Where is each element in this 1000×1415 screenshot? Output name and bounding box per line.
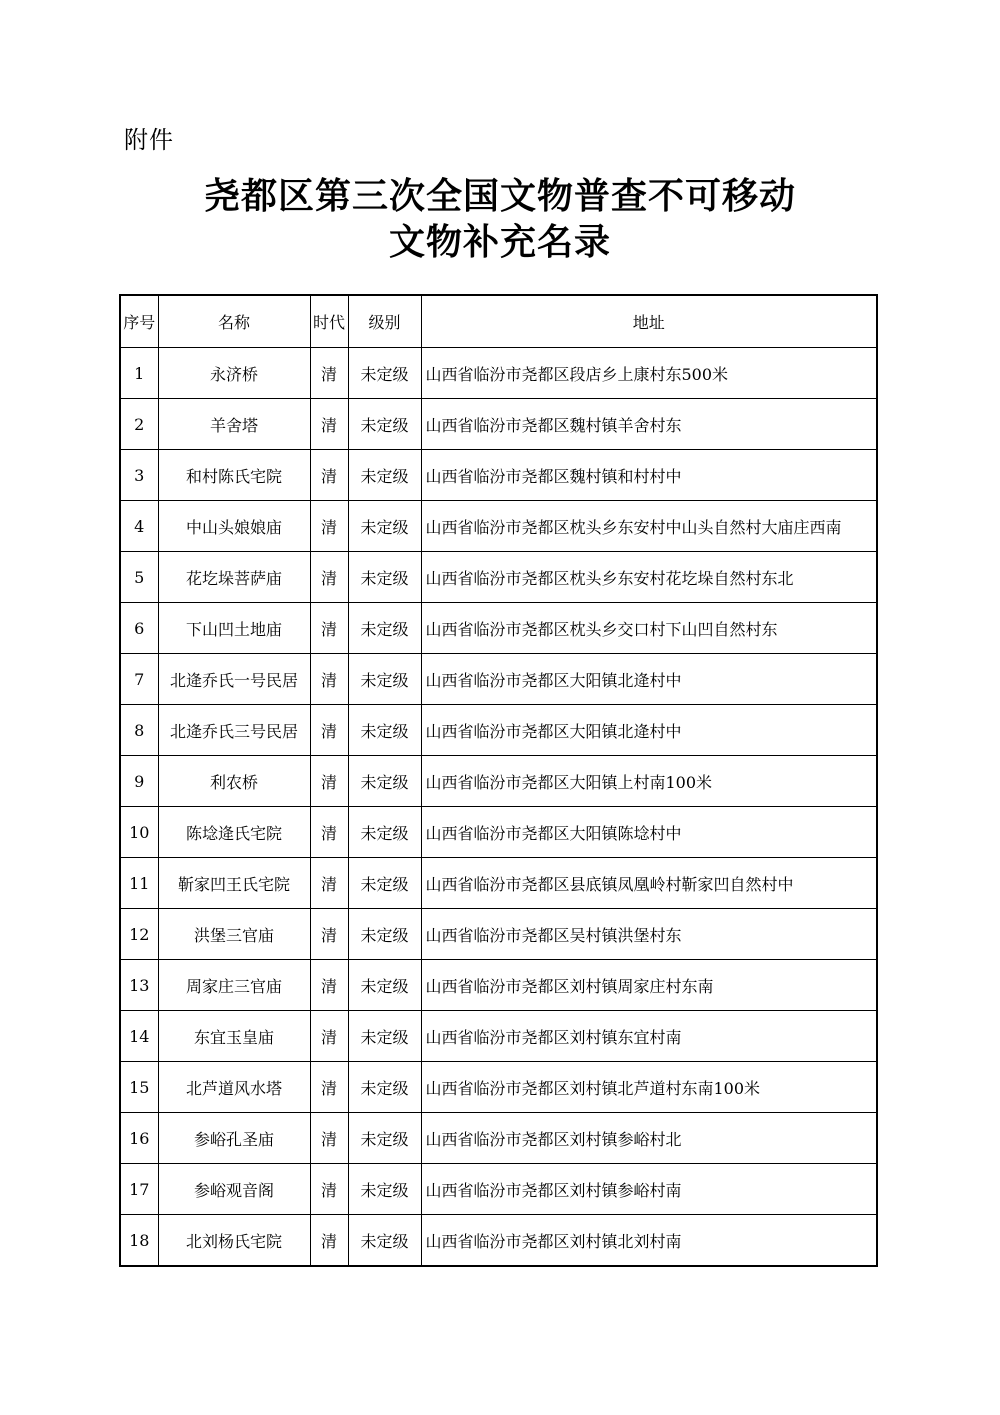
table-row	[120, 501, 877, 552]
cell-address: 山西省临汾市尧都区刘村镇周家庄村东南	[421, 960, 877, 1011]
cell-level: 未定级	[348, 909, 421, 960]
cell-name: 东宜玉皇庙	[158, 1011, 310, 1062]
header-level: 级别	[348, 295, 421, 348]
cell-level: 未定级	[348, 603, 421, 654]
cell-name: 参峪观音阁	[158, 1164, 310, 1215]
cell-era: 清	[310, 705, 348, 756]
cell-address: 山西省临汾市尧都区刘村镇东宜村南	[421, 1011, 877, 1062]
cell-level: 未定级	[348, 807, 421, 858]
cell-address: 山西省临汾市尧都区魏村镇和村村中	[421, 450, 877, 501]
cell-no: 3	[120, 450, 158, 501]
table-row	[120, 960, 877, 1011]
cell-era: 清	[310, 1011, 348, 1062]
cell-level: 未定级	[348, 1011, 421, 1062]
cell-no: 5	[120, 552, 158, 603]
cell-level: 未定级	[348, 858, 421, 909]
cell-name: 花圪垛菩萨庙	[158, 552, 310, 603]
cell-era: 清	[310, 501, 348, 552]
cell-name: 和村陈氏宅院	[158, 450, 310, 501]
table-row	[120, 603, 877, 654]
cell-name: 陈埝逄氏宅院	[158, 807, 310, 858]
cell-era: 清	[310, 909, 348, 960]
cell-no: 9	[120, 756, 158, 807]
header-address: 地址	[421, 295, 877, 348]
table-row	[120, 399, 877, 450]
cell-era: 清	[310, 1164, 348, 1215]
page-title-line2: 文物补充名录	[388, 221, 611, 263]
table-row	[120, 705, 877, 756]
cell-name: 北刘杨氏宅院	[158, 1215, 310, 1267]
table-row	[120, 1215, 877, 1267]
cell-era: 清	[310, 1062, 348, 1113]
cell-address: 山西省临汾市尧都区大阳镇北逄村中	[421, 705, 877, 756]
cell-no: 13	[120, 960, 158, 1011]
cell-no: 1	[120, 348, 158, 399]
cell-no: 2	[120, 399, 158, 450]
cell-no: 18	[120, 1215, 158, 1267]
cell-era: 清	[310, 399, 348, 450]
cell-level: 未定级	[348, 501, 421, 552]
table-row	[120, 450, 877, 501]
cell-no: 15	[120, 1062, 158, 1113]
table-row	[120, 807, 877, 858]
cell-name: 中山头娘娘庙	[158, 501, 310, 552]
cell-era: 清	[310, 450, 348, 501]
cell-era: 清	[310, 654, 348, 705]
cell-era: 清	[310, 348, 348, 399]
cell-no: 7	[120, 654, 158, 705]
cell-no: 14	[120, 1011, 158, 1062]
cell-era: 清	[310, 603, 348, 654]
table-row	[120, 1164, 877, 1215]
relics-table	[119, 294, 878, 1267]
cell-address: 山西省临汾市尧都区刘村镇北芦道村东南100米	[421, 1062, 877, 1113]
cell-address: 山西省临汾市尧都区大阳镇北逄村中	[421, 654, 877, 705]
cell-name: 北芦道风水塔	[158, 1062, 310, 1113]
cell-name: 永济桥	[158, 348, 310, 399]
cell-no: 10	[120, 807, 158, 858]
cell-level: 未定级	[348, 1113, 421, 1164]
cell-level: 未定级	[348, 552, 421, 603]
cell-name: 参峪孔圣庙	[158, 1113, 310, 1164]
cell-address: 山西省临汾市尧都区刘村镇参峪村北	[421, 1113, 877, 1164]
cell-address: 山西省临汾市尧都区吴村镇洪堡村东	[421, 909, 877, 960]
cell-level: 未定级	[348, 960, 421, 1011]
cell-name: 周家庄三官庙	[158, 960, 310, 1011]
page-title-line1: 尧都区第三次全国文物普查不可移动	[203, 175, 796, 217]
cell-name: 羊舍塔	[158, 399, 310, 450]
cell-era: 清	[310, 960, 348, 1011]
cell-address: 山西省临汾市尧都区刘村镇北刘村南	[421, 1215, 877, 1267]
cell-level: 未定级	[348, 1215, 421, 1267]
attachment-label: 附件	[124, 126, 174, 154]
cell-level: 未定级	[348, 705, 421, 756]
cell-address: 山西省临汾市尧都区段店乡上康村东500米	[421, 348, 877, 399]
cell-level: 未定级	[348, 654, 421, 705]
table-row	[120, 1011, 877, 1062]
table-row	[120, 654, 877, 705]
cell-name: 下山凹土地庙	[158, 603, 310, 654]
cell-no: 12	[120, 909, 158, 960]
cell-name: 靳家凹王氏宅院	[158, 858, 310, 909]
cell-name: 洪堡三官庙	[158, 909, 310, 960]
cell-no: 4	[120, 501, 158, 552]
cell-level: 未定级	[348, 450, 421, 501]
cell-no: 8	[120, 705, 158, 756]
cell-name: 利农桥	[158, 756, 310, 807]
table-header-row	[120, 295, 877, 348]
cell-era: 清	[310, 1215, 348, 1267]
cell-address: 山西省临汾市尧都区大阳镇上村南100米	[421, 756, 877, 807]
header-no: 序号	[120, 295, 158, 348]
cell-level: 未定级	[348, 756, 421, 807]
cell-address: 山西省临汾市尧都区大阳镇陈埝村中	[421, 807, 877, 858]
cell-level: 未定级	[348, 399, 421, 450]
cell-era: 清	[310, 858, 348, 909]
cell-era: 清	[310, 756, 348, 807]
table-row	[120, 909, 877, 960]
cell-no: 17	[120, 1164, 158, 1215]
cell-name: 北逄乔氏一号民居	[158, 654, 310, 705]
cell-address: 山西省临汾市尧都区枕头乡东安村中山头自然村大庙庄西南	[421, 501, 877, 552]
table-row	[120, 348, 877, 399]
cell-address: 山西省临汾市尧都区枕头乡交口村下山凹自然村东	[421, 603, 877, 654]
cell-era: 清	[310, 552, 348, 603]
header-era: 时代	[310, 295, 348, 348]
table-row	[120, 1113, 877, 1164]
cell-address: 山西省临汾市尧都区魏村镇羊舍村东	[421, 399, 877, 450]
header-name: 名称	[158, 295, 310, 348]
cell-era: 清	[310, 1113, 348, 1164]
cell-no: 11	[120, 858, 158, 909]
table-row	[120, 552, 877, 603]
table-row	[120, 1062, 877, 1113]
cell-level: 未定级	[348, 1164, 421, 1215]
cell-name: 北逄乔氏三号民居	[158, 705, 310, 756]
cell-address: 山西省临汾市尧都区枕头乡东安村花圪垛自然村东北	[421, 552, 877, 603]
cell-level: 未定级	[348, 348, 421, 399]
cell-no: 6	[120, 603, 158, 654]
cell-no: 16	[120, 1113, 158, 1164]
table-row	[120, 858, 877, 909]
cell-address: 山西省临汾市尧都区县底镇凤凰岭村靳家凹自然村中	[421, 858, 877, 909]
cell-era: 清	[310, 807, 348, 858]
cell-address: 山西省临汾市尧都区刘村镇参峪村南	[421, 1164, 877, 1215]
cell-level: 未定级	[348, 1062, 421, 1113]
table-row	[120, 756, 877, 807]
